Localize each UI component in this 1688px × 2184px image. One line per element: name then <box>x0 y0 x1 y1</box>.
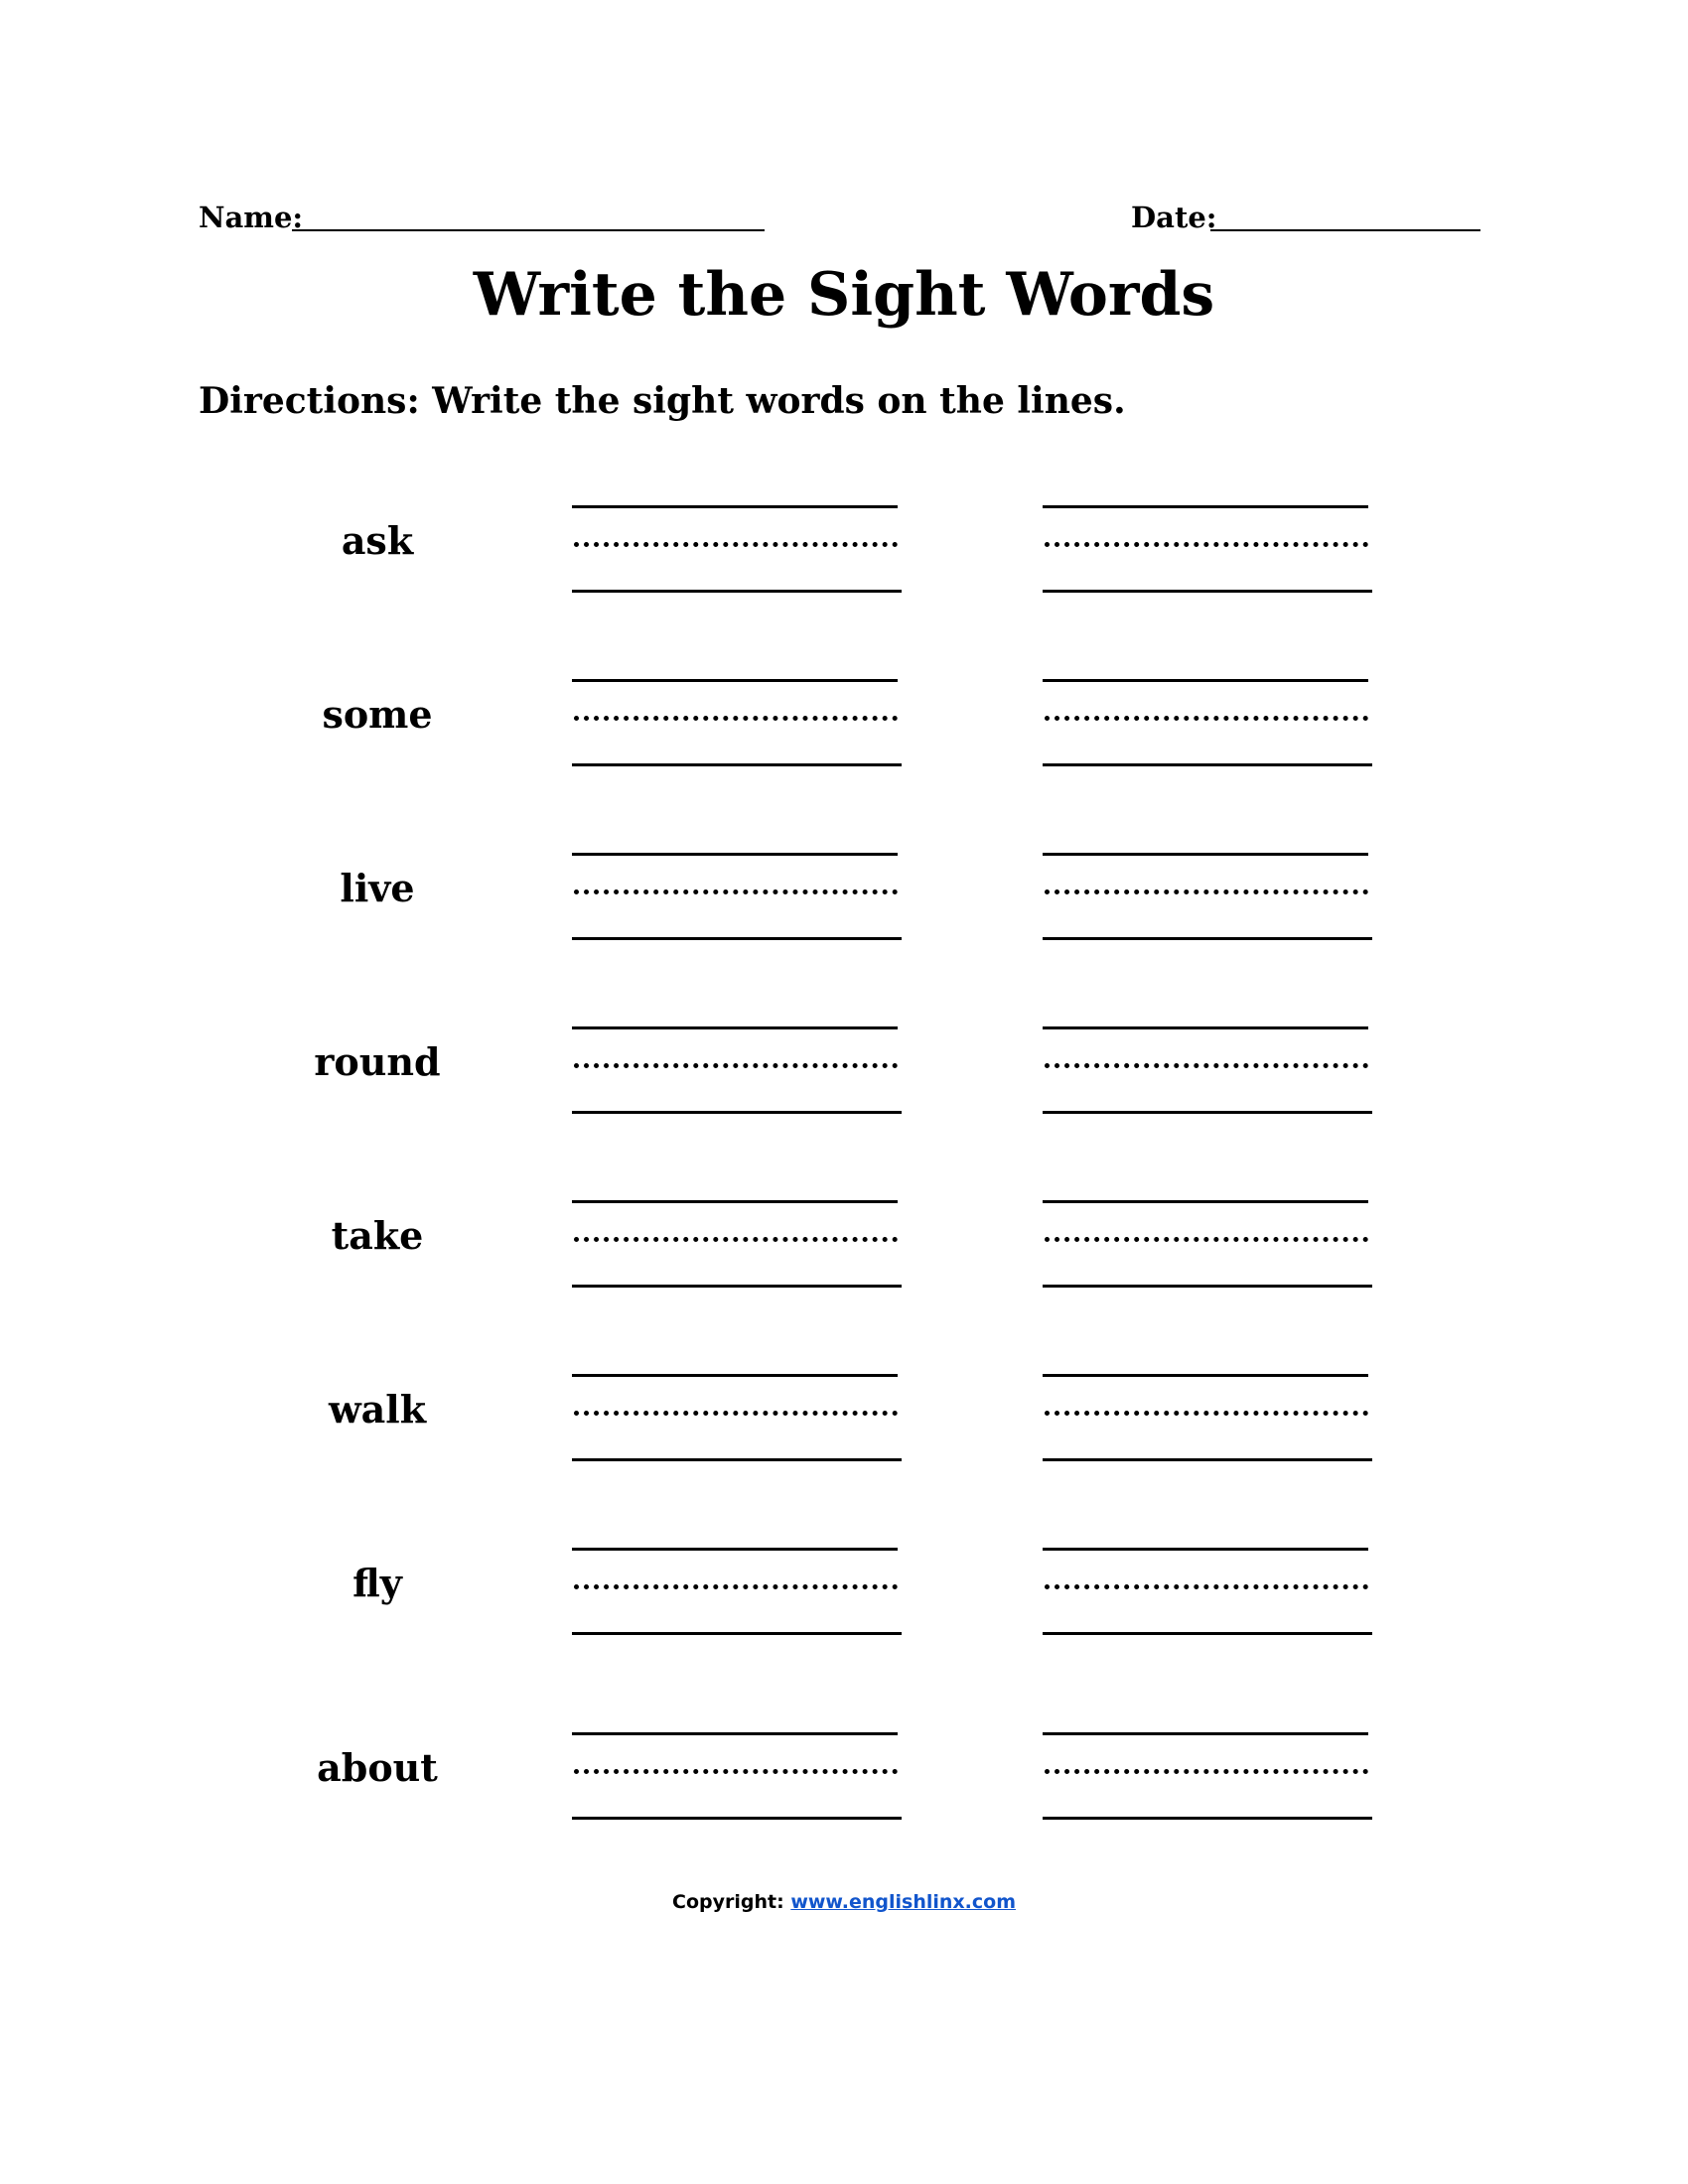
page-title: Write the Sight Words <box>473 260 1215 330</box>
writing-practice-lines[interactable] <box>572 1185 902 1285</box>
writing-practice-lines[interactable] <box>572 490 902 590</box>
writing-practice-lines[interactable] <box>572 1012 902 1111</box>
writing-practice-lines[interactable] <box>572 664 902 763</box>
dotted-midline <box>574 1769 898 1774</box>
writing-practice-lines[interactable] <box>1043 490 1372 590</box>
baseline-writing-line <box>572 1458 902 1461</box>
dotted-midline <box>1045 1769 1368 1774</box>
writing-practice-lines[interactable] <box>572 1717 902 1817</box>
dotted-midline <box>574 1063 898 1068</box>
date-label: Date: <box>1131 201 1217 234</box>
baseline-writing-line <box>1043 1458 1372 1461</box>
baseline-writing-line <box>572 1817 902 1820</box>
writing-practice-lines[interactable] <box>572 1359 902 1458</box>
sight-word: take <box>331 1213 424 1258</box>
baseline-writing-line <box>1043 1285 1372 1288</box>
baseline-writing-line <box>572 590 902 593</box>
dotted-midline <box>1045 889 1368 894</box>
word-row <box>0 664 1688 773</box>
dotted-midline <box>574 716 898 721</box>
top-writing-line <box>1043 679 1368 682</box>
top-writing-line <box>1043 1374 1368 1377</box>
baseline-writing-line <box>1043 1632 1372 1635</box>
writing-practice-lines[interactable] <box>1043 1533 1372 1632</box>
baseline-writing-line <box>1043 1817 1372 1820</box>
top-writing-line <box>572 679 898 682</box>
writing-practice-lines[interactable] <box>572 838 902 937</box>
top-writing-line <box>1043 1200 1368 1203</box>
writing-practice-lines[interactable] <box>1043 1359 1372 1458</box>
sight-word: round <box>314 1039 441 1084</box>
word-row <box>0 1185 1688 1295</box>
baseline-writing-line <box>572 763 902 766</box>
top-writing-line <box>572 505 898 508</box>
sight-word: walk <box>328 1387 427 1432</box>
baseline-writing-line <box>572 1632 902 1635</box>
copyright-label: Copyright: <box>672 1891 784 1913</box>
dotted-midline <box>1045 542 1368 547</box>
baseline-writing-line <box>572 1285 902 1288</box>
writing-practice-lines[interactable] <box>1043 1717 1372 1817</box>
dotted-midline <box>1045 1063 1368 1068</box>
word-row <box>0 1359 1688 1468</box>
baseline-writing-line <box>572 937 902 940</box>
dotted-midline <box>1045 1237 1368 1242</box>
top-writing-line <box>1043 1732 1368 1735</box>
baseline-writing-line <box>572 1111 902 1114</box>
top-writing-line <box>1043 505 1368 508</box>
baseline-writing-line <box>1043 937 1372 940</box>
dotted-midline <box>574 889 898 894</box>
top-writing-line <box>572 1200 898 1203</box>
writing-practice-lines[interactable] <box>1043 1012 1372 1111</box>
sight-word: about <box>317 1745 438 1790</box>
sight-word: some <box>322 692 433 737</box>
name-label: Name: <box>199 201 304 234</box>
dotted-midline <box>574 1237 898 1242</box>
top-writing-line <box>572 1374 898 1377</box>
baseline-writing-line <box>1043 1111 1372 1114</box>
dotted-midline <box>574 1411 898 1416</box>
writing-practice-lines[interactable] <box>1043 664 1372 763</box>
word-row <box>0 1717 1688 1827</box>
dotted-midline <box>1045 1584 1368 1589</box>
baseline-writing-line <box>1043 590 1372 593</box>
dotted-midline <box>1045 716 1368 721</box>
top-writing-line <box>572 1026 898 1029</box>
name-blank-line[interactable] <box>292 229 765 231</box>
writing-practice-lines[interactable] <box>572 1533 902 1632</box>
sight-word: live <box>340 866 415 910</box>
word-row <box>0 838 1688 947</box>
top-writing-line <box>1043 1026 1368 1029</box>
date-blank-line[interactable] <box>1210 229 1480 231</box>
word-row <box>0 1012 1688 1121</box>
writing-practice-lines[interactable] <box>1043 838 1372 937</box>
directions-text: Directions: Write the sight words on the lines. <box>199 380 1126 422</box>
dotted-midline <box>574 542 898 547</box>
dotted-midline <box>574 1584 898 1589</box>
top-writing-line <box>1043 1548 1368 1551</box>
top-writing-line <box>1043 853 1368 856</box>
writing-practice-lines[interactable] <box>1043 1185 1372 1285</box>
sight-word: fly <box>352 1561 402 1605</box>
top-writing-line <box>572 1548 898 1551</box>
dotted-midline <box>1045 1411 1368 1416</box>
word-row <box>0 490 1688 600</box>
word-row <box>0 1533 1688 1642</box>
baseline-writing-line <box>1043 763 1372 766</box>
copyright-link[interactable]: www.englishlinx.com <box>790 1891 1016 1913</box>
top-writing-line <box>572 853 898 856</box>
sight-word: ask <box>341 518 414 563</box>
copyright-footer <box>0 1891 1688 1913</box>
top-writing-line <box>572 1732 898 1735</box>
